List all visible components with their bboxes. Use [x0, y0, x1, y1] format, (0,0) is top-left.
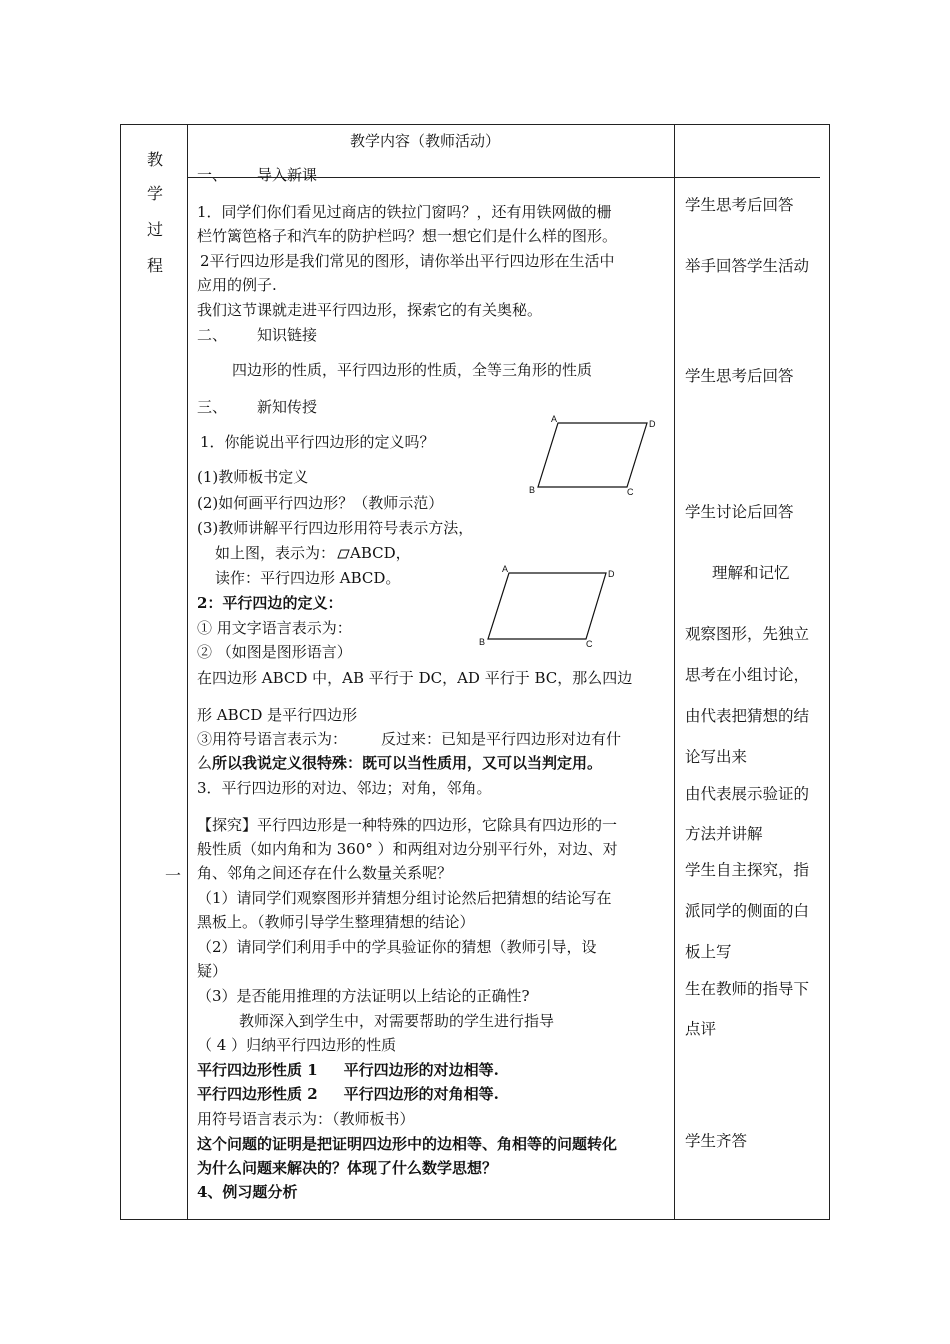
content-line: 形 ABCD 是平行四边形 [197, 706, 358, 724]
definition-heading: 2：平行四边的定义： [197, 594, 343, 612]
lesson-table [120, 124, 830, 1220]
section-1-number: 一、 [197, 166, 228, 184]
content-line: 在四边形 ABCD 中，AB 平行于 DC，AD 平行于 BC，那么四边 [197, 669, 633, 687]
student-activity: 生在教师的指导下 [685, 980, 810, 998]
property-label: 平行四边形性质 1 [197, 1061, 318, 1079]
content-line: 角、邻角之间还存在什么数量关系呢？ [197, 864, 453, 882]
question-line: 这个问题的证明是把证明四边形中的边相等、角相等的问题转化 [197, 1135, 618, 1153]
student-activity: 思考在小组讨论， [685, 666, 810, 684]
left-col-char-3: 过 [147, 220, 164, 239]
content-line: 2平行四边形是我们常见的图形，请你举出平行四边形在生活中 [200, 252, 615, 270]
content-line: 四边形的性质，平行四边形的性质，全等三角形的性质 [232, 361, 593, 379]
section-2-title: 知识链接 [257, 326, 318, 344]
content-line [215, 543, 411, 563]
student-activity: 学生自主探究，指 [685, 861, 810, 879]
section-3-number: 三、 [197, 398, 228, 416]
vertex-label-b: B [529, 485, 536, 495]
student-activity: 派同学的侧面的白 [685, 902, 810, 920]
student-activity: 论写出来 [685, 748, 748, 766]
section-1-title: 导入新课 [257, 166, 318, 184]
student-activity: 举手回答学生活动 [685, 257, 810, 275]
content-line: 栏竹篱笆格子和汽车的防护栏吗？想一想它们是什么样的图形。 [197, 227, 618, 245]
vertex-label-c: C [627, 487, 634, 497]
content-text: 么 [197, 754, 213, 772]
content-line: 应用的例子. [197, 276, 277, 294]
content-line: 1．你能说出平行四边形的定义吗？ [200, 433, 435, 451]
content-line: 教师深入到学生中，对需要帮助的学生进行指导 [239, 1012, 555, 1030]
content-line: (3)教师讲解平行四边形用符号表示方法， [197, 519, 474, 537]
content-line: （ 4 ）归纳平行四边形的性质 [197, 1036, 397, 1054]
content-text: ③用符号语言表示为： [197, 730, 348, 748]
content-line: （3）是否能用推理的方法证明以上结论的正确性? [197, 987, 530, 1005]
section-4-title: 4、例习题分析 [197, 1183, 298, 1201]
student-activity: 观察图形，先独立 [685, 625, 810, 643]
vertex-label-c: C [586, 639, 593, 649]
student-activity: 点评 [685, 1020, 717, 1038]
left-col-char-1: 教 [147, 150, 164, 169]
vertex-label-a: A [551, 414, 558, 424]
content-line: 用符号语言表示为：（教师板书） [197, 1110, 415, 1128]
content-line: （1）请同学们观察图形并猜想分组讨论然后把猜想的结论写在 [197, 889, 612, 907]
property-line [197, 1084, 499, 1104]
parallelogram-symbol-icon [337, 549, 350, 559]
content-line: 1．同学们你们看见过商店的铁拉门窗吗？，还有用铁网做的栅 [197, 203, 612, 221]
property-text: 平行四边形的对角相等. [343, 1085, 499, 1103]
content-line [197, 753, 602, 773]
content-line: 般性质（如内角和为 360° ）和两组对边分别平行外，对边、对 [197, 840, 618, 858]
content-line: 3．平行四边形的对边、邻边；对角，邻角。 [197, 779, 492, 797]
content-line: ① 用文字语言表示为： [197, 619, 352, 637]
property-text: 平行四边形的对边相等. [343, 1061, 499, 1079]
property-line [197, 1060, 499, 1080]
content-line: (2)如何画平行四边形？（教师示范） [197, 494, 444, 512]
content-line: 读作：平行四边形 ABCD。 [215, 569, 401, 587]
content-text: 如上图，表示为： [215, 544, 336, 562]
vertex-label-a: A [502, 564, 509, 574]
section-2-number: 二、 [197, 326, 228, 344]
parallelogram-figure-1 [527, 413, 657, 497]
left-col-char-2: 学 [147, 184, 164, 203]
student-activity: 学生讨论后回答 [685, 503, 794, 521]
content-line: ② （如图是图形语言） [197, 643, 352, 661]
content-line: 疑） [197, 962, 228, 980]
content-line: 黑板上。（教师引导学生整理猜想的结论） [197, 913, 475, 931]
content-line [197, 729, 621, 749]
content-text-bold: 所以我说定义很特殊：既可以当性质用，又可以当判定用。 [212, 754, 603, 772]
student-activity: 由代表把猜想的结 [685, 707, 810, 725]
student-activity: 板上写 [685, 943, 732, 961]
student-activity: 学生齐答 [685, 1132, 748, 1150]
vertex-label-d: D [649, 419, 656, 429]
question-line: 为什么问题来解决的？体现了什么数学思想？ [197, 1159, 498, 1177]
vertex-label-d: D [608, 569, 615, 579]
column-divider-right [674, 125, 675, 1219]
student-activity: 学生思考后回答 [685, 196, 794, 214]
section-3-title: 新知传授 [257, 398, 318, 416]
vertex-label-b: B [479, 637, 486, 647]
content-line: (1)教师板书定义 [197, 468, 309, 486]
property-label: 平行四边形性质 2 [197, 1085, 318, 1103]
content-line: 【探究】平行四边形是一种特殊的四边形，它除具有四边形的一 [197, 816, 618, 834]
column-divider-left [187, 125, 188, 1219]
student-activity: 学生思考后回答 [685, 367, 794, 385]
content-line: （2）请同学们利用手中的学具验证你的猜想（教师引导，设 [197, 938, 597, 956]
student-activity: 理解和记忆 [712, 564, 790, 582]
content-text: ABCD， [350, 544, 411, 562]
content-header: 教学内容（教师活动） [350, 132, 501, 150]
parallelogram-figure-2 [476, 563, 626, 649]
content-text: 反过来：已知是平行四边形对边有什 [381, 730, 622, 748]
content-line: 我们这节课就走进平行四边形，探索它的有关奥秘。 [197, 301, 543, 319]
student-activity: 方法并讲解 [685, 825, 763, 843]
student-activity: 由代表展示验证的 [685, 785, 810, 803]
left-col-dash: 一 [165, 866, 182, 885]
left-col-char-4: 程 [147, 256, 164, 275]
